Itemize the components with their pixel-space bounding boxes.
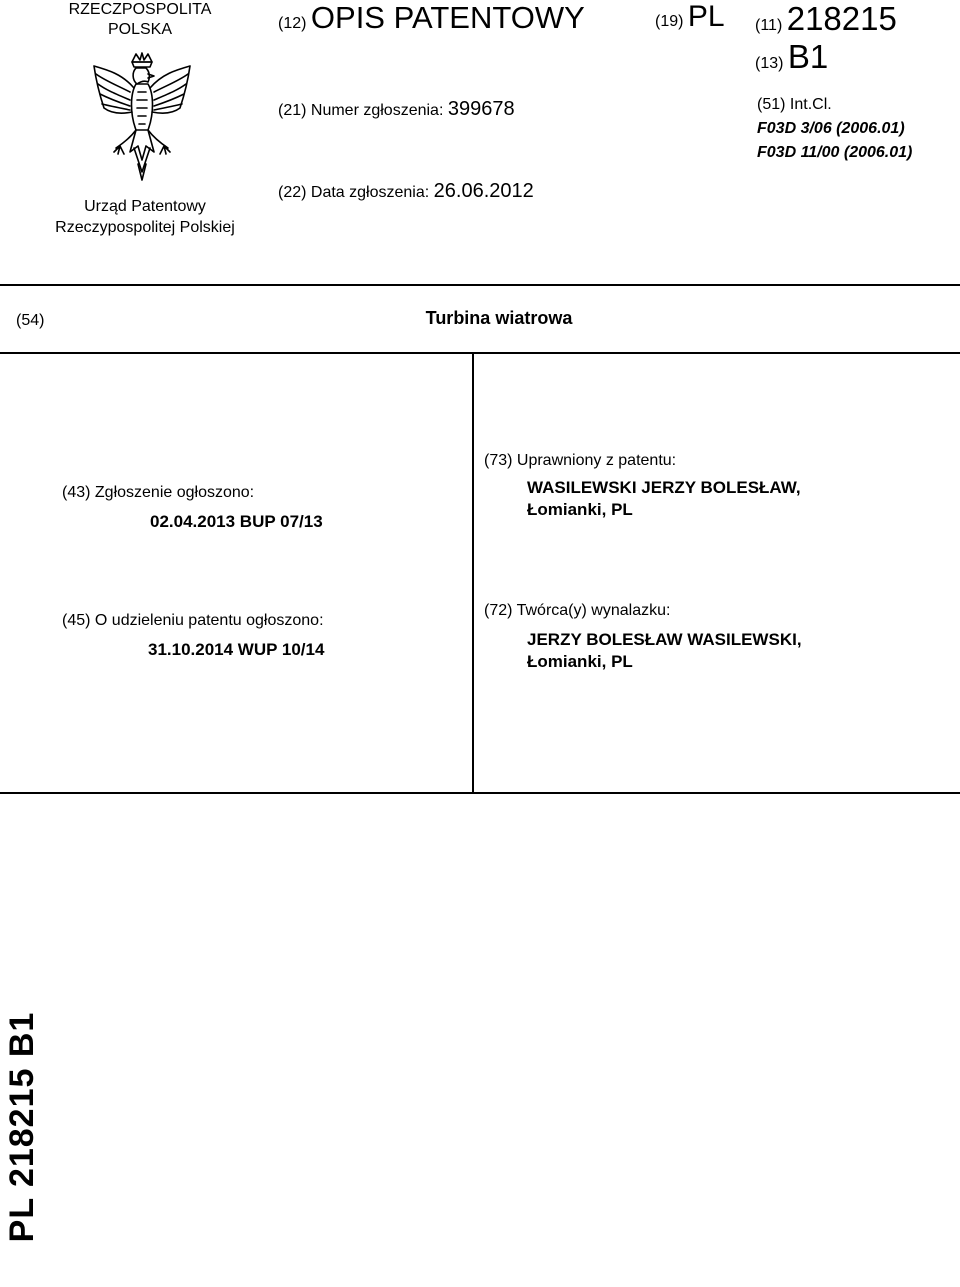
patent-kind (755, 38, 828, 76)
country-name (40, 0, 240, 40)
patent-number (755, 0, 897, 38)
document-type (278, 0, 585, 36)
divider-bottom (0, 792, 960, 794)
title-code: (54) (16, 312, 45, 329)
application-date (278, 180, 534, 203)
country-code-value: PL (687, 0, 725, 33)
intcl-class-1: F03D 3/06 (2006.01) (757, 120, 905, 137)
patent-number-value: 218215 (786, 0, 897, 37)
owner-city: Łomianki, PL (527, 500, 633, 519)
eagle-emblem-icon (82, 52, 202, 182)
inventor-city: Łomianki, PL (527, 652, 633, 671)
document-type-code: (12) (278, 15, 307, 32)
patent-number-label: (11) (755, 17, 783, 34)
publication-label: (43) Zgłoszenie ogłoszono: (62, 484, 255, 501)
intcl-label: (51) Int.Cl. (757, 96, 832, 113)
patent-kind-label: (13) (755, 55, 784, 72)
grant-value: 31.10.2014 WUP 10/14 (148, 640, 325, 659)
application-date-label: (22) Data zgłoszenia: (278, 184, 430, 201)
application-number-label: (21) Numer zgłoszenia: (278, 102, 444, 119)
office-line-2: Rzeczypospolitej Polskiej (55, 219, 235, 236)
office-line-1: Urząd Patentowy (84, 198, 206, 215)
owner-name: WASILEWSKI JERZY BOLESŁAW, (527, 478, 801, 497)
application-number-value: 399678 (447, 98, 515, 120)
publication-value: 02.04.2013 BUP 07/13 (150, 512, 323, 531)
grant-label: (45) O udzieleniu patentu ogłoszono: (62, 612, 324, 629)
country-code-label: (19) (655, 13, 684, 30)
patent-office-name (30, 196, 260, 238)
divider-title (0, 352, 960, 354)
country-line-2: POLSKA (107, 21, 173, 38)
country-line-1: RZECZPOSPOLITA (68, 1, 212, 18)
intcl-class-2: F03D 11/00 (2006.01) (757, 144, 913, 161)
side-patent-code: PL 218215 B1 (3, 1011, 41, 1243)
inventor-label: (72) Twórca(y) wynalazku: (484, 602, 671, 619)
patent-kind-value: B1 (787, 38, 829, 75)
document-type-text: OPIS PATENTOWY (310, 0, 585, 35)
application-number (278, 98, 515, 121)
divider-top (0, 284, 960, 286)
divider-vertical (472, 352, 474, 792)
owner-label: (73) Uprawniony z patentu: (484, 452, 677, 469)
application-date-value: 26.06.2012 (433, 180, 534, 202)
inventor-name: JERZY BOLESŁAW WASILEWSKI, (527, 630, 802, 649)
invention-title: Turbina wiatrowa (425, 308, 573, 328)
country-code (655, 0, 725, 34)
